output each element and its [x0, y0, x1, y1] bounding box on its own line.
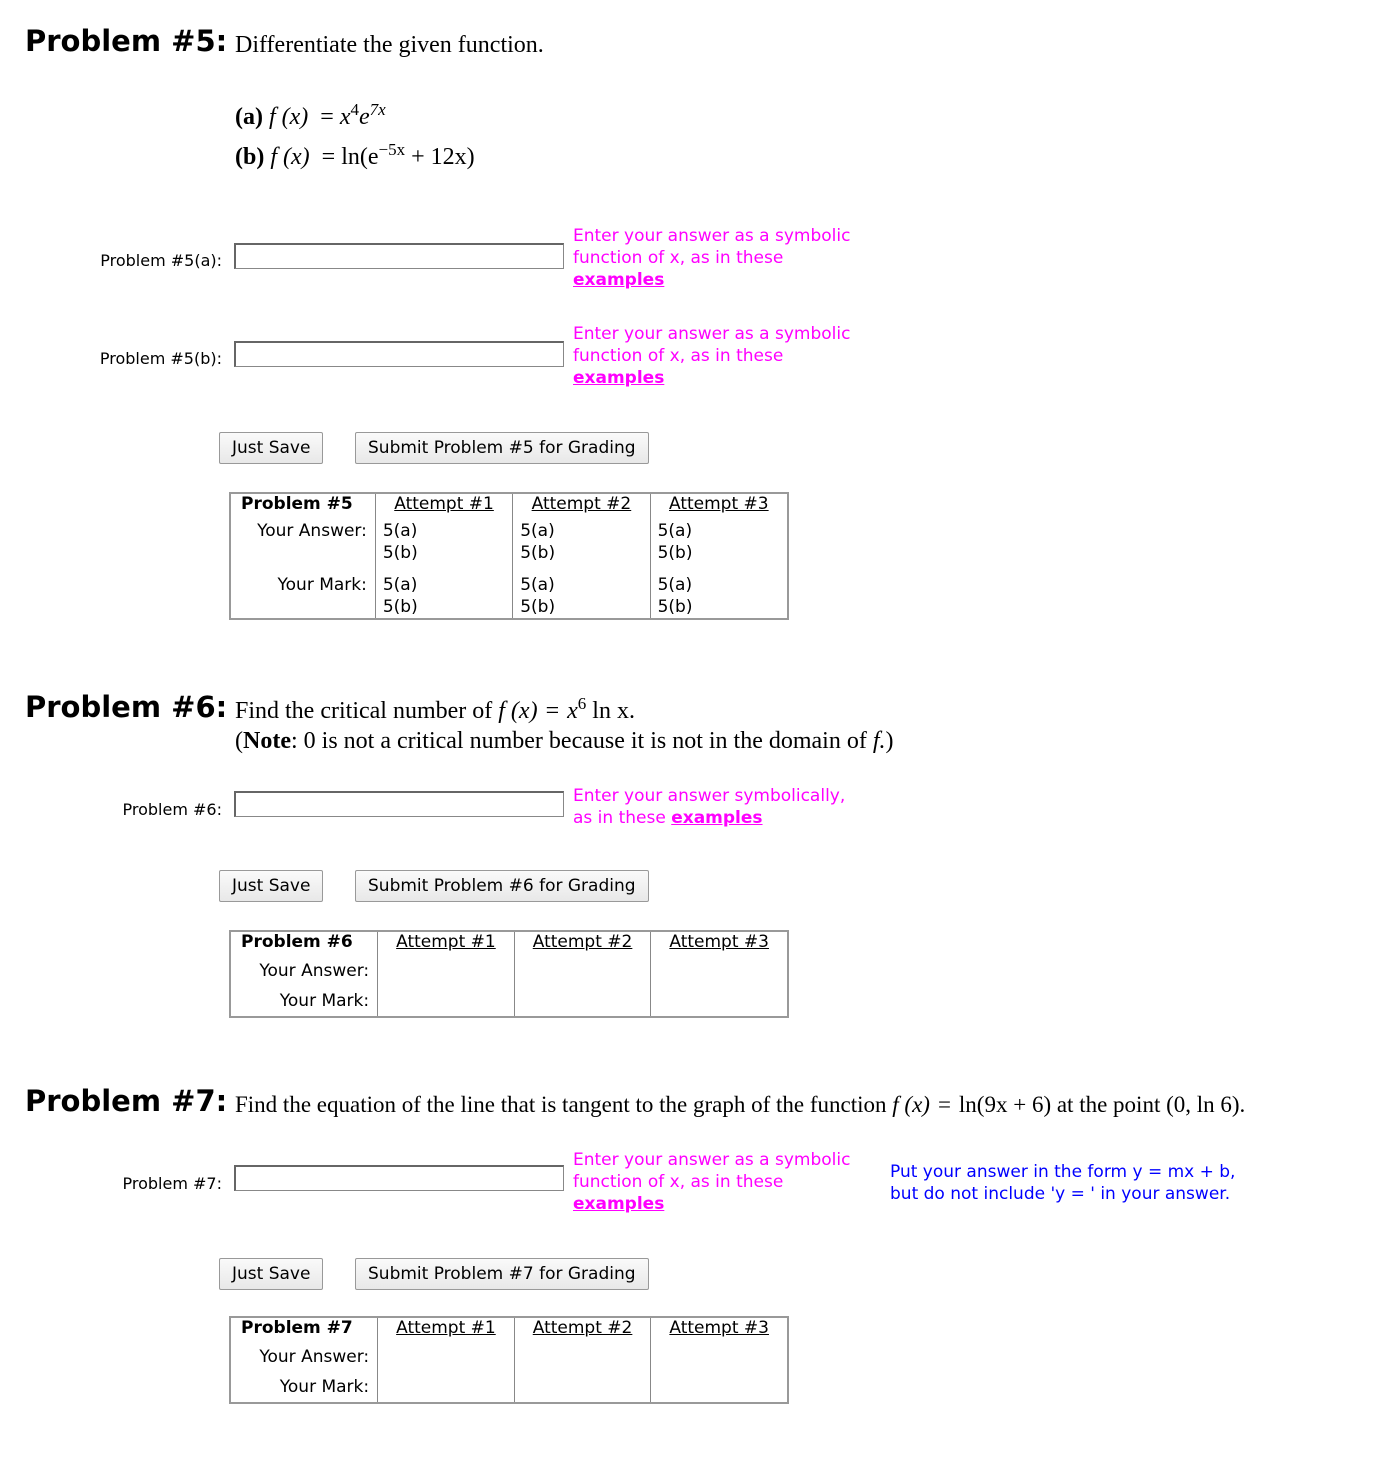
attempt-2-link[interactable]: Attempt #2	[532, 1318, 633, 1338]
problem-7-hint: Enter your answer as a symbolic function of x, as in these examples	[573, 1150, 851, 1214]
problem-6-submit-button[interactable]: Submit Problem #6 for Grading	[355, 870, 649, 902]
table-header-problem: Problem #6	[230, 931, 378, 958]
problem-6-label: Problem #6:	[122, 800, 222, 819]
attempt-1-answer: 5(a) 5(b)	[375, 520, 512, 574]
your-mark-label: Your Mark:	[230, 990, 378, 1017]
attempt-1-link[interactable]: Attempt #1	[394, 494, 494, 514]
problem-6-description: Find the critical number of f $(x) = x^6$ ln x.	[235, 694, 635, 724]
attempt-2-answer	[514, 958, 651, 990]
your-mark-label: Your Mark:	[230, 574, 375, 619]
problem-5a-hint: Enter your answer as a symbolic function of x, as in these examples	[573, 226, 851, 290]
problem-7-just-save-button[interactable]: Just Save	[219, 1258, 323, 1290]
attempt-1-answer	[378, 958, 515, 990]
problem-5b-equation: (b) f $(x) = \ln(e^{-5x} + 12x)$	[235, 140, 475, 170]
problem-5a-label: Problem #5(a):	[100, 251, 222, 270]
problem-5-just-save-button[interactable]: Just Save	[219, 432, 323, 464]
attempt-3-answer: 5(a) 5(b)	[657, 521, 693, 563]
attempt-2-link[interactable]: Attempt #2	[531, 494, 632, 514]
attempt-1-mark: 5(a) 5(b)	[375, 574, 512, 619]
examples-link[interactable]: examples	[573, 368, 665, 388]
problem-5b-hint: Enter your answer as a symbolic function of x, as in these examples	[573, 324, 851, 388]
attempt-3-link[interactable]: Attempt #3	[669, 932, 769, 952]
attempt-1-answer	[378, 1344, 515, 1376]
attempt-3-answer	[651, 958, 788, 990]
problem-6-hint: Enter your answer symbolically, as in these examples	[573, 786, 846, 828]
attempt-2-mark: 5(a) 5(b)	[513, 574, 650, 619]
part-a-label: (a)	[235, 104, 263, 130]
examples-link[interactable]: examples	[573, 270, 665, 290]
problem-7-title: Problem #7:	[25, 1084, 228, 1118]
problem-5-title: Problem #5:	[25, 24, 228, 58]
attempt-3-link[interactable]: Attempt #3	[669, 494, 769, 514]
attempt-3-mark	[651, 1376, 788, 1403]
problem-6-attempts-table	[229, 930, 789, 1018]
table-header-problem: Problem #5	[230, 493, 375, 520]
part-b-label: (b)	[235, 144, 265, 170]
problem-7-format-note: Put your answer in the form y = mx + b, but do not include 'y = ' in your answer.	[890, 1162, 1236, 1204]
attempt-3-answer	[651, 1344, 788, 1376]
problem-7-label: Problem #7:	[122, 1174, 222, 1193]
attempt-2-link[interactable]: Attempt #2	[532, 932, 633, 952]
problem-5b-input[interactable]	[234, 341, 564, 367]
problem-5a-input[interactable]	[234, 243, 564, 269]
table-header-problem: Problem #7	[230, 1317, 378, 1344]
problem-5-description: Differentiate the given function.	[235, 32, 544, 58]
attempt-2-answer	[514, 1344, 651, 1376]
your-answer-label: Your Answer:	[230, 958, 378, 990]
examples-link[interactable]: examples	[573, 1194, 665, 1214]
problem-5-submit-button[interactable]: Submit Problem #5 for Grading	[355, 432, 649, 464]
attempt-2-mark	[514, 990, 651, 1017]
problem-7-attempts-table	[229, 1316, 789, 1404]
your-answer-label: Your Answer:	[230, 520, 375, 574]
attempt-2-mark	[514, 1376, 651, 1403]
attempt-1-mark	[378, 1376, 515, 1403]
examples-link[interactable]: examples	[671, 808, 763, 828]
problem-6-input[interactable]	[234, 791, 564, 817]
problem-7-input[interactable]	[234, 1165, 564, 1191]
attempt-3-link[interactable]: Attempt #3	[669, 1318, 769, 1338]
problem-5b-label: Problem #5(b):	[99, 349, 222, 368]
your-answer-label: Your Answer:	[230, 1344, 378, 1376]
attempt-1-link[interactable]: Attempt #1	[396, 932, 496, 952]
attempt-3-mark: 5(a) 5(b)	[657, 575, 693, 617]
problem-7-submit-button[interactable]: Submit Problem #7 for Grading	[355, 1258, 649, 1290]
your-mark-label: Your Mark:	[230, 1376, 378, 1403]
attempt-2-answer: 5(a) 5(b)	[513, 520, 650, 574]
problem-5a-equation: (a) f $(x) = x^4e^{7x}$	[235, 100, 386, 130]
problem-7-description: Find the equation of the line that is tangent to the graph of the function f (x) = ln(9x + 6) at the point (0, ln 6).	[235, 1092, 1246, 1117]
problem-6-note: (Note: 0 is not a critical number because it is not in the domain of f.)	[235, 728, 894, 754]
problem-6-just-save-button[interactable]: Just Save	[219, 870, 323, 902]
attempt-1-mark	[378, 990, 515, 1017]
problem-6-title: Problem #6:	[25, 690, 228, 724]
problem-5-attempts-table	[229, 492, 789, 620]
attempt-1-link[interactable]: Attempt #1	[396, 1318, 496, 1338]
attempt-3-mark	[651, 990, 788, 1017]
